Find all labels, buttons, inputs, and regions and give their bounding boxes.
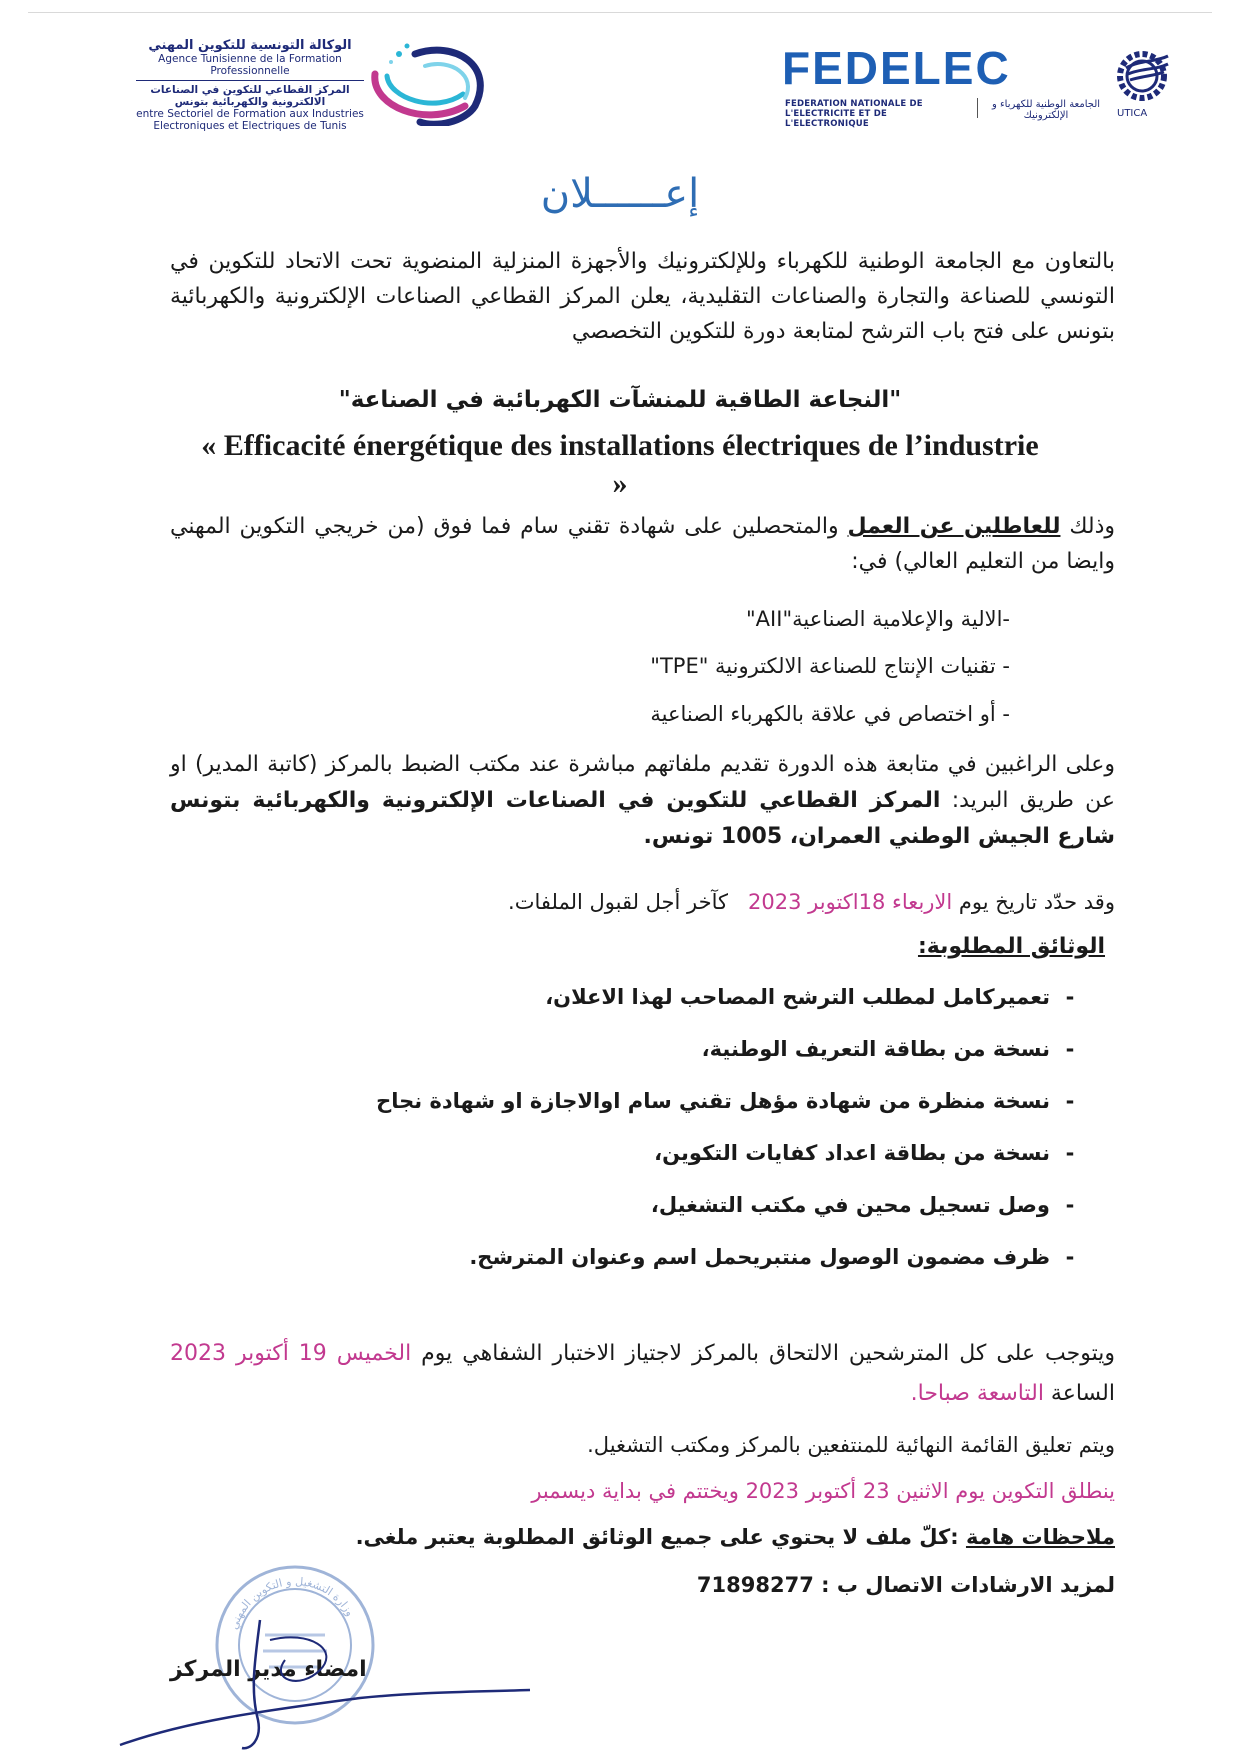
documents-heading: الوثائق المطلوبة: [917, 934, 1105, 959]
atfp-name-ar: الوكالة التونسية للتكوين المهني [148, 38, 352, 53]
oral-exam-before: ويتوجب على كل المترشحين الالتحاق بالمركز لاجتياز الاختبار الشفاهي يوم [411, 1341, 1115, 1366]
oral-exam-paragraph [170, 1334, 1115, 1414]
bullet-dash: - [1065, 1245, 1075, 1269]
course-title-fr: « Efficacité énergétique des installations électriques de l’industrie » [201, 429, 1039, 500]
stamp-text: وزارة التشغيل و التكوين المهني [227, 1574, 357, 1632]
specialty-item: - تقنيات الإنتاج للصناعة الالكترونية "TPE" [650, 654, 1010, 678]
document-item-text: نسخة من بطاقة التعريف الوطنية، [701, 1037, 1050, 1061]
document-item-text: تعميركامل لمطلب الترشح المصاحب لهذا الاعلان، [545, 985, 1050, 1009]
audience-underlined: للعاطلين عن العمل [847, 514, 1061, 539]
specialty-item: - أو اختصاص في علاقة بالكهرباء الصناعية [650, 702, 1010, 726]
document-item-text: نسخة من بطاقة اعداد كفايات التكوين، [654, 1141, 1050, 1165]
bullet-dash: - [1065, 1141, 1075, 1165]
fedelec-wordmark-text: FEDELEC [782, 44, 1011, 92]
list-item [190, 1242, 1090, 1294]
bullet-dash: - [1065, 1037, 1075, 1061]
list-item [190, 982, 1090, 1034]
atfp-name-fr: Agence Tunisienne de la Formation Professionnelle [158, 53, 342, 77]
deadline-before: وقد حدّد تاريخ يوم [952, 890, 1115, 914]
submission-address: المركز القطاعي للتكوين في الصناعات الإلكترونية والكهربائية بتونس شارع الجيش الوطني العمران، 1005 تونس. [170, 788, 1115, 849]
training-dates-line: ينطلق التكوين يوم الاثنين 23 أكتوبر 2023 ويختتم في بداية ديسمبر [531, 1479, 1115, 1503]
deadline-after: كآخر أجل لقبول الملفات. [508, 890, 749, 914]
oral-exam-middle: الساعة [1043, 1381, 1115, 1406]
bullet-dash: - [1065, 1089, 1075, 1113]
notes-label: ملاحظات هامة [965, 1525, 1115, 1549]
intro-paragraph: بالتعاون مع الجامعة الوطنية للكهرباء وللإلكترونيك والأجهزة المنزلية المنضوية تحت الاتحاد للتكوين في التونسي للصناعة والتجارة والصناعات التقليدية، يعلن المركز القطاعي الصناعات الإلكترونية والكهربائية بتونس على فتح باب الترشح لمتابعة دورة للتكوين التخصصي [170, 249, 1115, 344]
document-item-text: ظرف مضمون الوصول منتبريحمل اسم وعنوان المترشح. [469, 1245, 1050, 1269]
audience-paragraph [170, 509, 1115, 579]
center-name-fr: entre Sectoriel de Formation aux Industries Electroniques et Electriques de Tunis [136, 108, 364, 132]
page-title: إعــــــلان [540, 171, 700, 217]
atfp-divider [136, 80, 364, 81]
course-title-ar: "النجاعة الطاقية للمنشآت الكهربائية في الصناعة" [338, 387, 902, 413]
top-rule [28, 12, 1212, 13]
specialty-item: -الالية والإعلامية الصناعية"AII" [746, 607, 1010, 631]
deadline-line [508, 887, 1115, 917]
notes-line [356, 1522, 1115, 1552]
documents-list [190, 982, 1090, 1294]
submission-paragraph [170, 747, 1115, 855]
center-name-ar: المركز القطاعي للتكوين في الصناعات الالكترونية والكهربائية بتونس [150, 84, 350, 108]
document-item-text: نسخة منظرة من شهادة مؤهل تقني سام اوالاجازة او شهادة نجاح [376, 1089, 1050, 1113]
fedelec-wordmark [782, 44, 1110, 92]
list-item [190, 1086, 1090, 1138]
list-item [190, 1034, 1090, 1086]
bullet-dash: - [1065, 985, 1075, 1009]
fedelec-divider [977, 98, 978, 118]
utica-gear-icon [1112, 46, 1172, 106]
deadline-date: الاربعاء 18اكتوبر 2023 [748, 890, 953, 914]
contact-line: لمزيد الارشادات الاتصال ب : 71898277 [696, 1573, 1115, 1597]
audience-rest: والمتحصلين على شهادة تقني سام فما فوق (من خريجي التكوين المهني وايضا من التعليم العالي) في: [170, 514, 1115, 574]
utica-label: UTICA [1117, 108, 1148, 119]
oral-exam-time: التاسعة صباحا. [910, 1381, 1044, 1406]
fedelec-subtitle-fr: FEDERATION NATIONALE DE L'ELECTRICITE ET DE L'ELECTRONIQUE [785, 99, 923, 129]
list-item [190, 1190, 1090, 1242]
atfp-header-text [130, 38, 370, 132]
oral-exam-date: الخميس 19 أكتوبر 2023 [170, 1341, 412, 1366]
final-list-line: ويتم تعليق القائمة النهائية للمنتفعين بالمركز ومكتب التشغيل. [587, 1433, 1115, 1457]
document-item-text: وصل تسجيل محين في مكتب التشغيل، [650, 1193, 1050, 1217]
notes-text: :كلّ ملف لا يحتوي على جميع الوثائق المطلوبة يعتبر ملغى. [355, 1525, 966, 1549]
list-item [190, 1138, 1090, 1190]
signature-label: امضاء مدير المركز [170, 1657, 367, 1682]
audience-lead: وذلك [1060, 514, 1115, 539]
atfp-swirl-logo-icon [365, 36, 505, 126]
bullet-dash: - [1065, 1193, 1075, 1217]
submission-text: وعلى الراغبين في متابعة هذه الدورة تقديم ملفاتهم مباشرة عند مكتب الضبط بالمركز (كاتبة المدير) او عن طريق البريد: [170, 752, 1115, 813]
fedelec-subtitle-ar: الجامعة الوطنية للكهرباء و الإلكترونيك [991, 99, 1101, 121]
handwritten-signature [110, 1600, 550, 1750]
